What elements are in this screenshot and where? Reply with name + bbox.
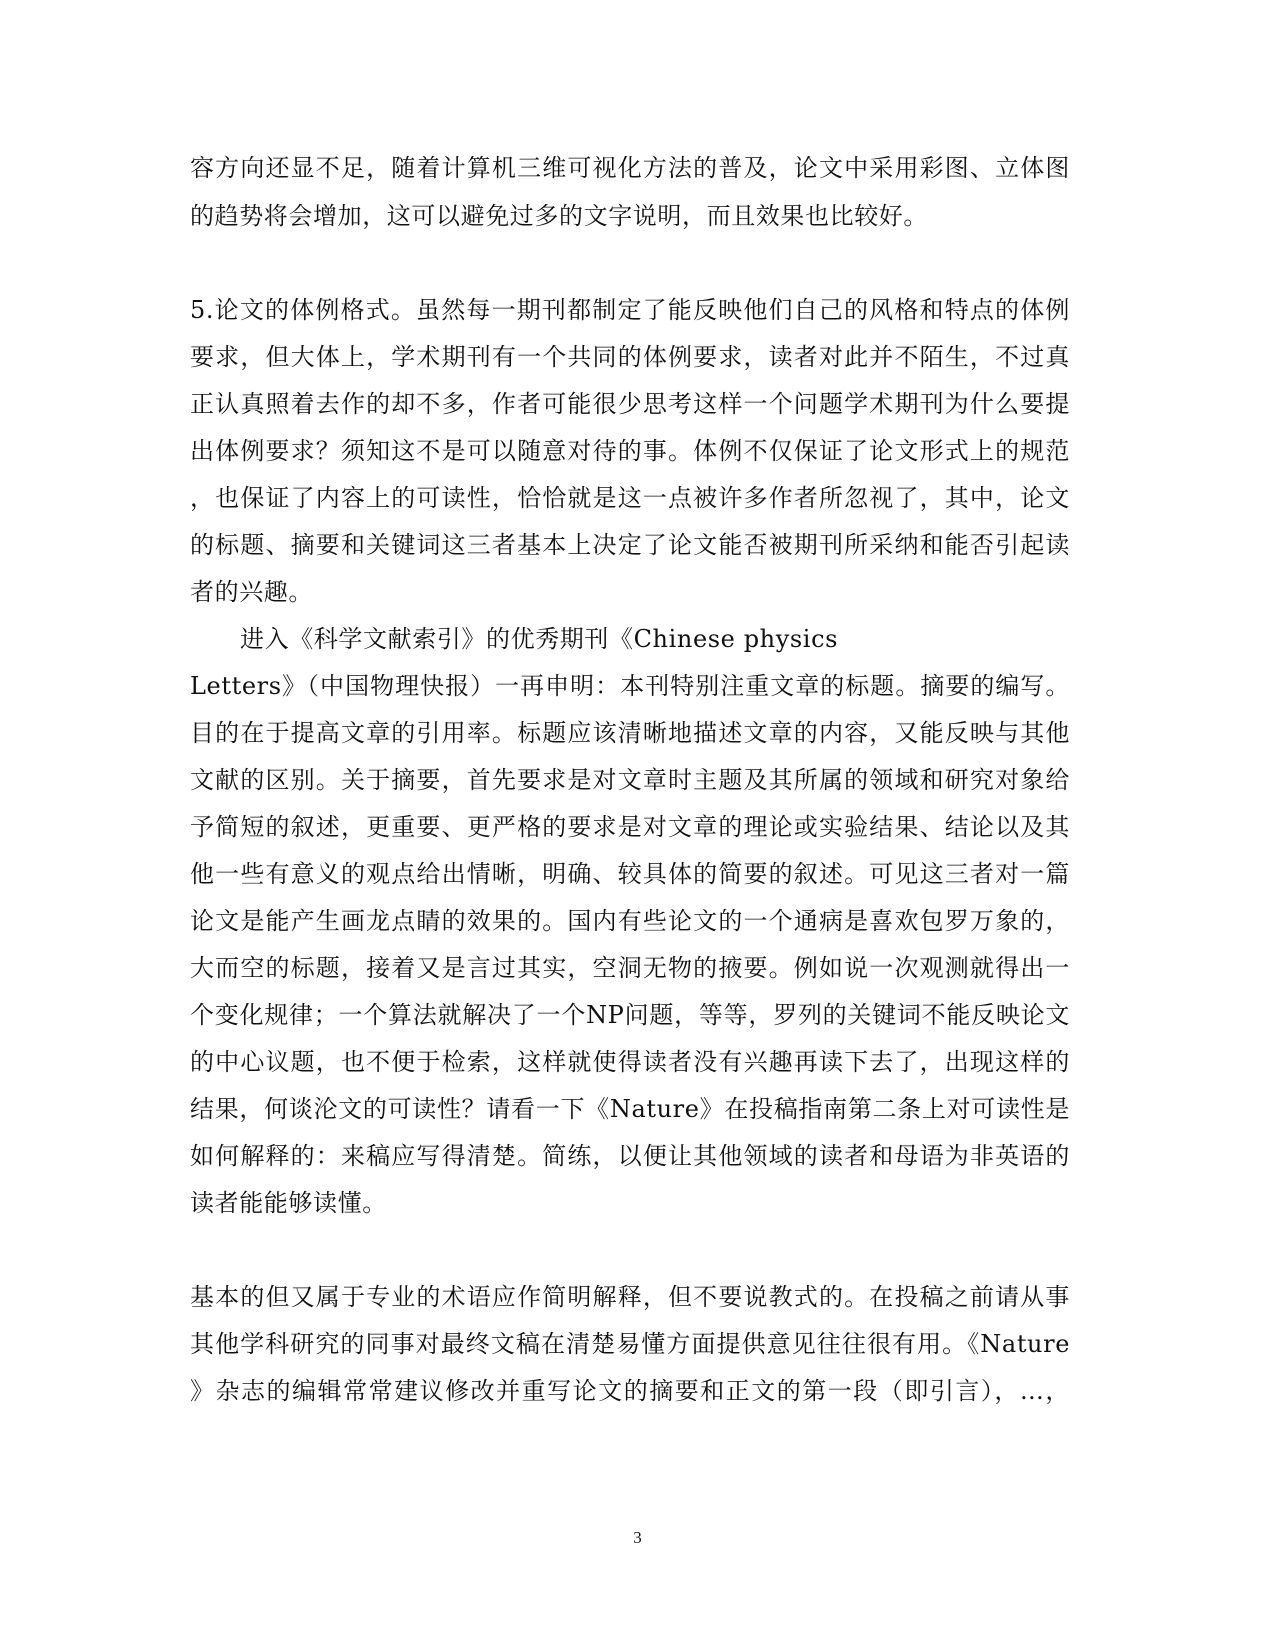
paragraph-2-line-3: 正认真照着去作的却不多，作者可能很少思考这样一个问题学术期刊为什么要提: [190, 390, 1070, 418]
paragraph-1-line-1: 容方向还显不足，随着计算机三维可视化方法的普及，论文中采用彩图、立体图: [190, 154, 1070, 182]
paragraph-3-line-6: 他一些有意义的观点给出情晰，明确、较具体的简要的叙述。可见这三者对一篇: [190, 860, 1070, 888]
paragraph-3-line-11: 结果，何谈沦文的可读性？请看一下《Nature》在投稿指南第二条上对可读性是: [190, 1095, 1070, 1123]
paragraph-3-line-10: 的中心议题，也不便于检索，这样就使得读者没有兴趣再读下去了，出现这样的: [190, 1048, 1070, 1076]
paragraph-2-line-4: 出体例要求？须知这不是可以随意对待的事。体例不仅保证了论文形式上的规范: [190, 437, 1070, 465]
paragraph-3-line-8: 大而空的标题，接着又是言过其实，空洞无物的掖要。例如说一次观测就得出一: [190, 954, 1070, 982]
paragraph-2-line-2: 要求，但大体上，学术期刊有一个共同的体例要求，读者对此并不陌生，不过真: [190, 343, 1070, 371]
paragraph-4-line-1: 基本的但又属于专业的术语应作简明解释，但不要说教式的。在投稿之前请从事: [190, 1283, 1070, 1311]
page-number: 3: [633, 1528, 642, 1547]
paragraph-3-line-12: 如何解释的：来稿应写得清楚。简练，以便让其他领域的读者和母语为非英语的: [190, 1142, 1070, 1170]
paragraph-4-line-3: 》杂志的编辑常常建议修改并重写论文的摘要和正文的第一段（即引言），…，: [190, 1377, 1070, 1405]
paragraph-3-line-7: 论文是能产生画龙点睛的效果的。国内有些论文的一个通病是喜欢包罗万象的，: [190, 907, 1070, 935]
paragraph-3-line-4: 文献的区别。关于摘要，首先要求是对文章时主题及其所属的领域和研究对象给: [190, 766, 1070, 794]
paragraph-3-line-1: 进入《科学文献索引》的优秀期刊《Chinese physics: [240, 625, 839, 653]
paragraph-2-line-7: 者的兴趣。: [190, 578, 313, 606]
paragraph-3-line-5: 予简短的叙述，更重要、更严格的要求是对文章的理论或实验结果、结论以及其: [190, 813, 1070, 841]
paragraph-2-line-6: 的标题、摘要和关键词这三者基本上决定了论文能否被期刊所采纳和能否引起读: [190, 531, 1070, 559]
paragraph-1-line-2: 的趋势将会增加，这可以避免过多的文字说明，而且效果也比较好。: [190, 202, 928, 230]
paragraph-2-line-5: ，也保证了内容上的可读性，恰恰就是这一点被许多作者所忽视了，其中，论文: [190, 484, 1070, 512]
paragraph-3-line-9: 个变化规律；一个算法就解决了一个NP问题，等等，罗列的关键词不能反映论文: [190, 1001, 1070, 1029]
paragraph-2-line-1: 5.论文的体例格式。虽然每一期刊都制定了能反映他们自己的风格和特点的体例: [190, 296, 1070, 324]
paragraph-4-line-2: 其他学科研究的同事对最终文稿在清楚易懂方面提供意见往往很有用。《Nature: [190, 1330, 1070, 1358]
paragraph-3-line-2: Letters》（中国物理快报）一再申明：本刊特别注重文章的标题。摘要的编写。: [190, 672, 1070, 700]
paragraph-3-line-13: 读者能能够读懂。: [190, 1189, 387, 1217]
paragraph-3-line-3: 目的在于提高文章的引用率。标题应该清晰地描述文章的内容，又能反映与其他: [190, 719, 1070, 747]
